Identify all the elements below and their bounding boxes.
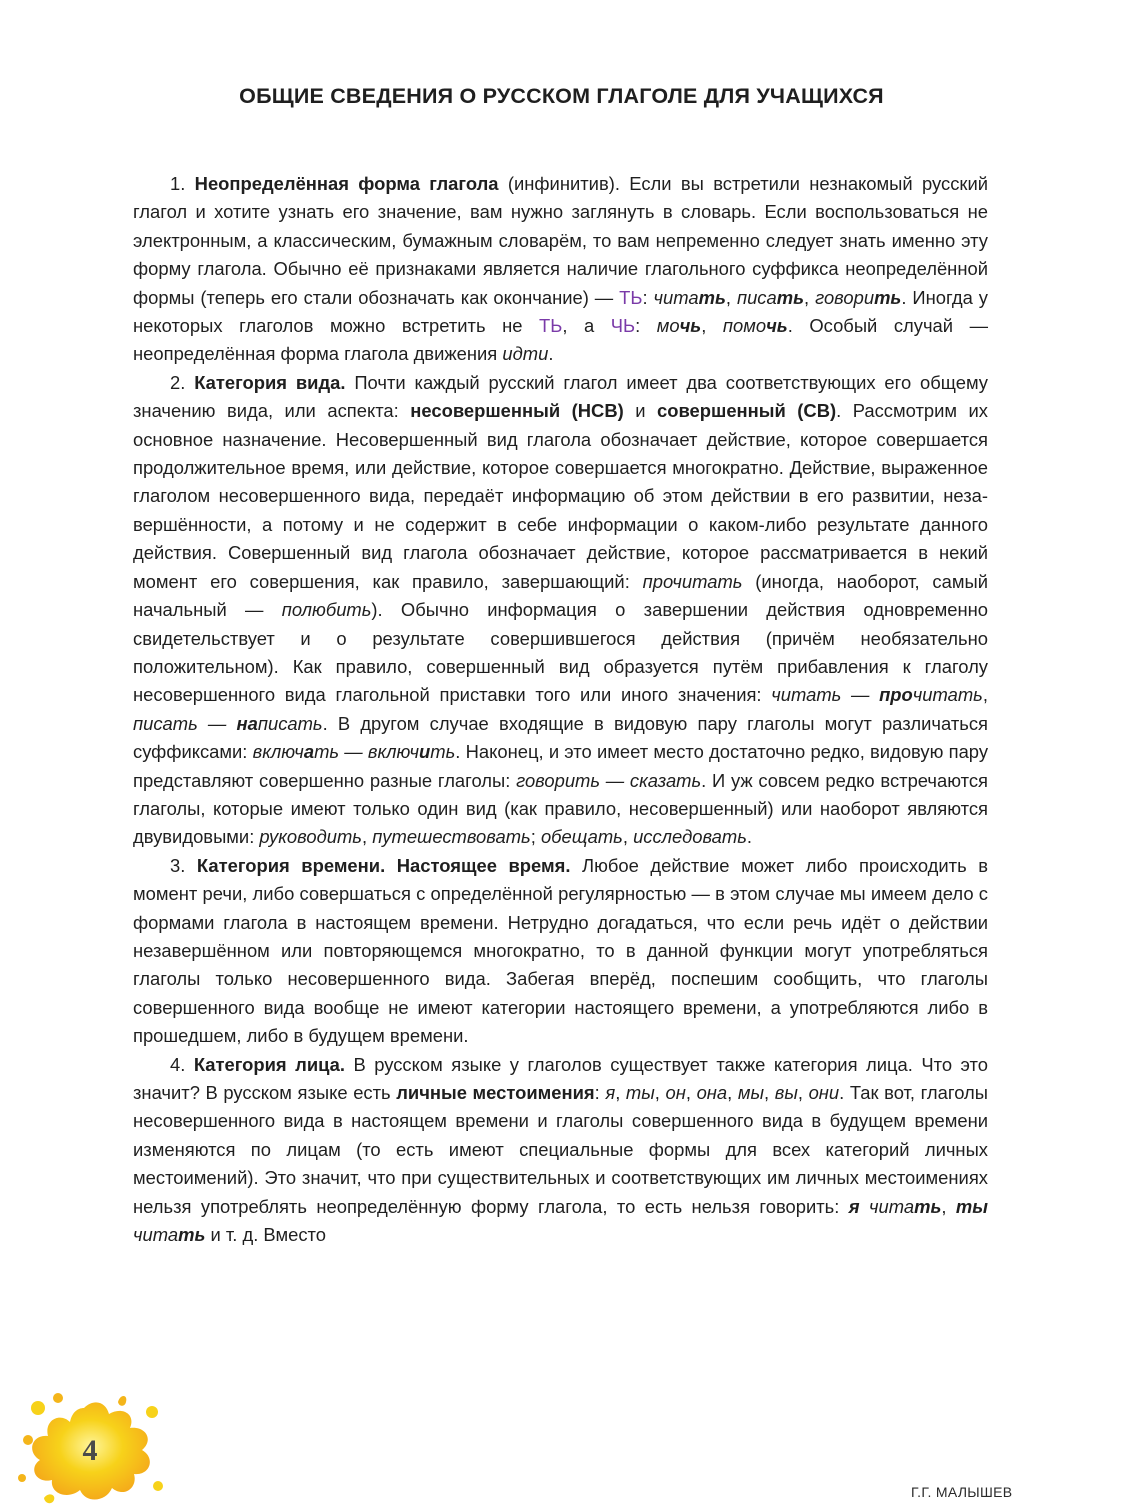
- bold-italic-text: чь: [766, 315, 788, 337]
- purple-suffix: ЧЬ: [610, 315, 636, 337]
- bold-text: несовершенный (НСВ): [410, 400, 624, 422]
- bold-text: Неопределённая форма глагола: [194, 173, 499, 194]
- italic-text: руководить: [259, 826, 362, 848]
- italic-text: ть: [430, 741, 456, 763]
- italic-text: обещать: [540, 826, 623, 848]
- italic-text: читать: [912, 684, 983, 706]
- italic-text: полюбить: [281, 599, 372, 621]
- italic-text: она: [696, 1082, 728, 1103]
- bold-italic-text: ть: [914, 1195, 942, 1217]
- italic-text: говорить — сказать: [516, 769, 702, 791]
- bold-text: Категория лица.: [193, 1053, 345, 1075]
- bold-italic-text: ть: [178, 1224, 206, 1246]
- bold-italic-text: а: [303, 741, 315, 763]
- italic-text: он: [665, 1082, 686, 1103]
- italic-text: писать —: [133, 712, 237, 734]
- bold-text: Категория вида.: [194, 371, 346, 393]
- bold-italic-text: я: [848, 1195, 860, 1217]
- bold-italic-text: про: [879, 684, 913, 706]
- page-number-splash: [14, 1388, 164, 1506]
- italic-text: помо: [722, 315, 767, 337]
- bold-italic-text: ты: [955, 1195, 988, 1217]
- bold-italic-text: ть: [776, 286, 805, 308]
- italic-text: чита: [133, 1224, 179, 1246]
- paragraph-person: 4. Категория лица. В русском языке у глаголов существует также категория лица. Что это значит? В русском языке есть личные местоимения: я, ты, он, она, мы, вы, они. Так вот, глаголы несовершенного вида в настоящем времени и глаголы совершенного вида в будущем времени изменяются по лицам (то есть имеют специальные формы для всех категорий личных местоимений). Это значит, что при существительных и соответствующих им личных местоимениях нельзя употреблять неопределённую форму глагола, то есть нельзя говорить: я читать, ты читать и т. д. Вместо: [133, 1053, 988, 1246]
- bold-text: Категория времени. Настоящее время.: [196, 854, 571, 876]
- italic-text: они: [808, 1082, 840, 1103]
- italic-text: чита: [859, 1195, 915, 1217]
- purple-suffix: ТЬ: [539, 315, 563, 337]
- italic-text: писа: [736, 286, 777, 308]
- purple-suffix: ТЬ: [619, 286, 643, 308]
- bold-text: личные местоимения: [396, 1082, 595, 1103]
- bold-text: совершенный (СВ): [657, 400, 837, 422]
- footer-author: Г.Г. МАЛЫШЕВ: [911, 1484, 1013, 1500]
- body-text: [133, 170, 988, 1249]
- italic-text: мо: [656, 315, 680, 337]
- page-title: ОБЩИЕ СВЕДЕНИЯ О РУССКОМ ГЛАГОЛЕ ДЛЯ УЧАЩИХСЯ: [239, 84, 884, 108]
- bold-italic-text: и: [419, 741, 431, 763]
- bold-italic-text: ть: [874, 286, 902, 308]
- italic-text: мы: [737, 1082, 764, 1103]
- italic-text: путешествовать: [372, 826, 531, 848]
- bold-italic-text: на: [236, 712, 258, 734]
- bold-italic-text: ть: [698, 286, 726, 308]
- paragraph-aspect: 2. Категория вида. Почти каждый русский глагол имеет два соответствующих его общему значению вида, или аспекта: несовершенный (НСВ) и совершенный (СВ). Рассмотрим их основное назначение. Несовершенный вид глагола обозначает действие, которое совершается продолжительное время, или действие, которое совершается многократно. Действие, выраженное глаголом несовершенного вида, передаёт информацию об этом действии в его развитии, незавершённости, а потому и не содержит в себе информации о каком-либо результате данного действия. Совершенный вид глагола обозначает действие, которое рассматривается в некий момент его совершения, как правило, завершающий: прочитать (иногда, наоборот, самый начальный — полюбить). Обычно информация о завершении действия одновременно свидетельствует и о результате совершившегося действия (причём необязательно положительном). Как правило, совершенный вид образуется путём прибавления к глаголу несовершенного вида глагольной приставки того или иного значения: читать — прочитать, писать — написать. В другом случае входящие в видовую пару глаголы могут различаться суффиксами: включать — включить. Наконец, и это имеет место достаточно редко, видовую пару представляют совершенно разные глаголы: говорить — сказать. И уж совсем редко встречаются глаголы, которые имеют только один вид (как правило, несовершенный) или наоборот являются двувидовыми: руководить, путешествовать; обещать, исследовать.: [133, 371, 989, 848]
- italic-text: ты: [625, 1082, 655, 1103]
- italic-text: включ: [252, 741, 304, 763]
- paragraph-infinitive: 1. Неопределённая форма глагола (инфинитив). Если вы встретили незнакомый русский глагол и хотите узнать его значение, вам нужно заглянуть в словарь. Если воспользоваться не электронным, а классическим, бумажным словарём, то вам непременно следует знать именно эту форму глагола. Обычно её признаками является наличие глагольного суффикса неопределённой формы (теперь его стали обозначать как окончание) — ТЬ: читать, писать, говорить. Иногда у некоторых глаголов можно встретить не ТЬ, а ЧЬ: мочь, помочь. Особый случай — неопределённая форма глагола движения идти.: [133, 173, 988, 365]
- italic-text: вы: [774, 1082, 798, 1103]
- italic-text: идти: [502, 343, 549, 365]
- paragraph-present-tense: 3. Категория времени. Настоящее время. Любое действие может либо происходить в момент речи, либо совершаться с определённой регулярностью — в этом случае мы имеем дело с формами глагола в настоящем времени. Нетрудно догадаться, что если речь идёт о действии незавершённом или повторяющемся многократно, то в данной функции могут употребляться глаголы только несовершенного вида. Забегая вперёд, поспешим сообщить, что глаголы совершенного вида вообще не имеют категории настоящего времени, а употребляются либо в прошедшем, либо в будущем времени.: [133, 854, 988, 1047]
- italic-text: я: [605, 1082, 616, 1103]
- italic-text: говори: [815, 286, 875, 308]
- italic-text: исследовать: [633, 826, 747, 848]
- italic-text: читать —: [771, 684, 880, 706]
- italic-text: писать: [257, 712, 323, 734]
- italic-text: ть — включ: [314, 741, 420, 763]
- page-number: 4: [82, 1434, 98, 1467]
- italic-text: чита: [653, 286, 699, 308]
- bold-italic-text: чь: [679, 315, 702, 337]
- italic-text: прочитать: [642, 570, 743, 592]
